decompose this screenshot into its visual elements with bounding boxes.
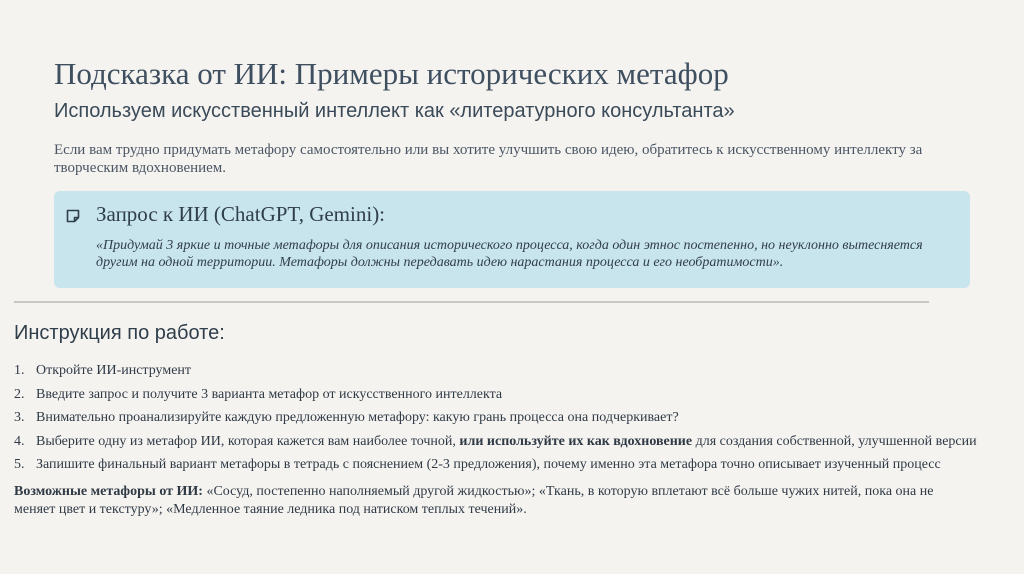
step-number: 1. [14,363,25,378]
examples-label: Возможные метафоры от ИИ: [14,484,203,499]
intro-paragraph: Если вам трудно придумать метафору самостоятельно или вы хотите улучшить свою идею, обратитесь к искусственному интеллекту за творческим вдохновением. [54,142,923,176]
step-number: 3. [14,410,25,425]
examples-text: «Сосуд, постепенно наполняемый другой жидкостью»; «Ткань, в которую вплетают всё больше чужих нитей, пока она не меняет цвет и текстуру»; «Медленное таяние ледника под натиском теплых течений». [14,484,934,517]
step-text: Откройте ИИ-инструмент [36,363,192,378]
example-metaphors [14,483,954,519]
slide-subtitle: Используем искусственный интеллект как «литературного консультанта» [54,100,735,122]
callout-title: Запрос к ИИ (ChatGPT, Gemini): [96,202,386,226]
slide-title: Подсказка от ИИ: Примеры исторических метафор [54,56,729,91]
step-text-end: для создания собственной, улучшенной версии [692,433,977,449]
list-item [14,386,977,410]
list-item [14,409,977,433]
section-divider [14,301,929,303]
list-item [14,456,977,480]
note-icon [66,209,80,223]
step-text: Введите запрос и получите 3 варианта метафор от искусственного интеллекта [36,386,503,402]
ai-request-callout [54,191,970,288]
step-text: Выберите одну из метафор ИИ, которая кажется вам наиболее точной, [36,433,460,449]
list-item [14,362,977,386]
step-text: Запишите финальный вариант метафоры в тетрадь с пояснением (2-3 предложения), почему именно эта метафора точно описывает изученный процесс [36,457,941,472]
step-number: 2. [14,386,25,402]
step-text: Внимательно проанализируйте каждую предложенную метафору: какую грань процесса она подчеркивает? [36,410,679,425]
instructions-list [14,362,977,480]
step-number: 4. [14,433,25,449]
list-item [14,433,977,457]
instructions-title: Инструкция по работе: [14,322,225,344]
step-text-emphasis: или используйте их как вдохновение [459,433,693,449]
callout-prompt-text: «Придумай 3 яркие и точные метафоры для описания исторического процесса, когда один этнос постепенно, но неуклонно вытесняется другим на одной территории. Метафоры должны передавать идею нарастания процесса и его необратимости». [96,238,923,270]
step-number: 5. [14,457,25,472]
